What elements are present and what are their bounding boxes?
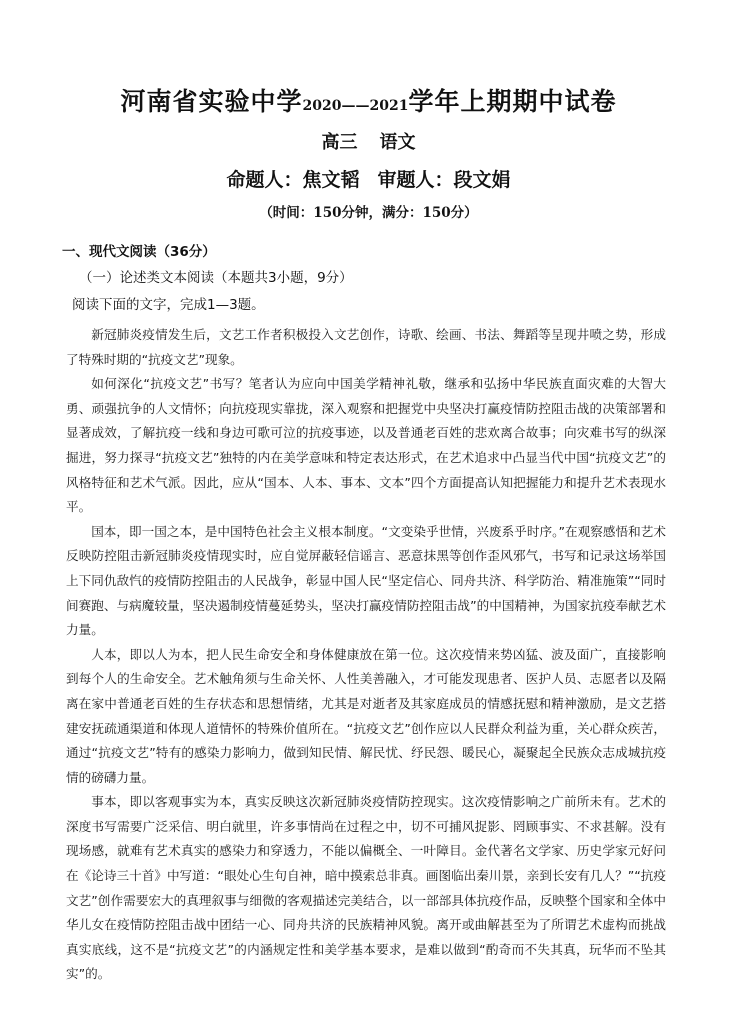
section-heading: 一、现代文阅读（36分） [62, 244, 216, 260]
passage-paragraph: 事本，即以客观事实为本，真实反映这次新冠肺炎疫情防控现实。这次疫情影响之广前所未有。艺术的深度书写需要广泛采信、明白就里，许多事情尚在过程之中，切不可捕风捉影、罔顾事实、不求甚解。没有现场感，就难有艺术真实的感染力和穿透力，不能以偏概全、一叶障目。金代著名文学家、历史学家元好问在《论诗三十首》中写道：“眼处心生句自神，暗中摸索总非真。画图临出秦川景，亲到长安有几人？”“抗疫文艺”创作需要宏大的真理叙事与细微的客观描述完美结合，以一部部具体抗疫作品，反映整个国家和全体中华儿女在疫情防控阻击战中团结一心、同舟共济的民族精神风貌。离开或曲解甚至为了所谓艺术虚构而挑战真实底线，这不是“抗疫文艺”的内涵规定性和美学基本要求，是难以做到“酌奇而不失其真，玩华而不坠其实”的。 [66, 794, 666, 982]
passage-paragraph: 新冠肺炎疫情发生后，文艺工作者积极投入文艺创作，诗歌、绘画、书法、舞蹈等呈现井喷之势，形成了特殊时期的“抗疫文艺”现象。 [66, 327, 666, 367]
title-term: 学年上期期中试卷 [408, 87, 617, 116]
title-school: 河南省实验中学 [120, 87, 303, 116]
exam-title [0, 82, 737, 118]
setter-label: 命题人：焦文韬 [226, 169, 360, 191]
grade-subject [0, 128, 737, 154]
reading-passage [66, 323, 666, 987]
passage-paragraph: 国本，即一国之本，是中国特色社会主义根本制度。“文变染乎世情，兴废系乎时序。”在观察感悟和艺术反映防控阻击新冠肺炎疫情现实时，应自觉屏蔽轻信谣言、恶意抹黑等创作歪风邪气，书写和记录这场举国上下同仇敌忾的疫情防控阻击的人民战争，彰显中国人民“坚定信心、同舟共济、科学防治、精准施策”“同时间赛跑、与病魔较量，坚决遏制疫情蔓延势头，坚决打赢疫情防控阻击战”的中国精神，为国家抗疫奉献艺术力量。 [66, 523, 666, 638]
passage-paragraph: 如何深化“抗疫文艺”书写？笔者认为应向中国美学精神礼敬，继承和弘扬中华民族直面灾难的大智大勇、顽强抗争的人文情怀；向抗疫现实靠拢，深入观察和把握党中央坚决打赢疫情防控阻击战的决策部署和显著成效，了解抗疫一线和身边可歌可泣的抗疫事迹，以及普通老百姓的悲欢离合故事；向灾难书写的纵深掘进，努力探寻“抗疫文艺”独特的内在美学意味和特定表达形式，在艺术追求中凸显当代中国“抗疫文艺”的风格特征和艺术气派。因此，应从“国本、人本、事本、文本”四个方面提高认知把握能力和提升艺术表现水平。 [66, 376, 666, 515]
exam-authors [0, 165, 737, 192]
title-years: 2020——2021 [302, 98, 409, 114]
time-score-info: （时间：150分钟，满分：150分） [259, 205, 478, 221]
reviewer-label: 审题人：段文娟 [377, 169, 511, 191]
passage-paragraph: 人本，即以人为本，把人民生命安全和身体健康放在第一位。这次疫情来势凶猛、波及面广，直接影响到每个人的生命安全。艺术触角须与生命关怀、人性美善融入，才可能发现患者、医护人员、志愿者以及隔离在家中普通老百姓的生存状态和思想情绪，尤其是对逝者及其家庭成员的情感抚慰和精神激励，是文艺搭建安抚疏通渠道和体现人道情怀的特殊价值所在。“抗疫文艺”创作应以人民群众利益为重，关心群众疾苦，通过“抗疫文艺”特有的感染力影响力，做到知民情、解民忧、纾民怨、暖民心，凝聚起全民族众志成城抗疫情的磅礴力量。 [66, 646, 666, 785]
subsection-heading: （一）论述类文本阅读（本题共3小题，9分） [79, 270, 353, 286]
subject-label: 语文 [379, 132, 416, 153]
grade-label: 高三 [321, 132, 358, 153]
reading-instruction: 阅读下面的文字，完成1—3题。 [72, 297, 265, 313]
